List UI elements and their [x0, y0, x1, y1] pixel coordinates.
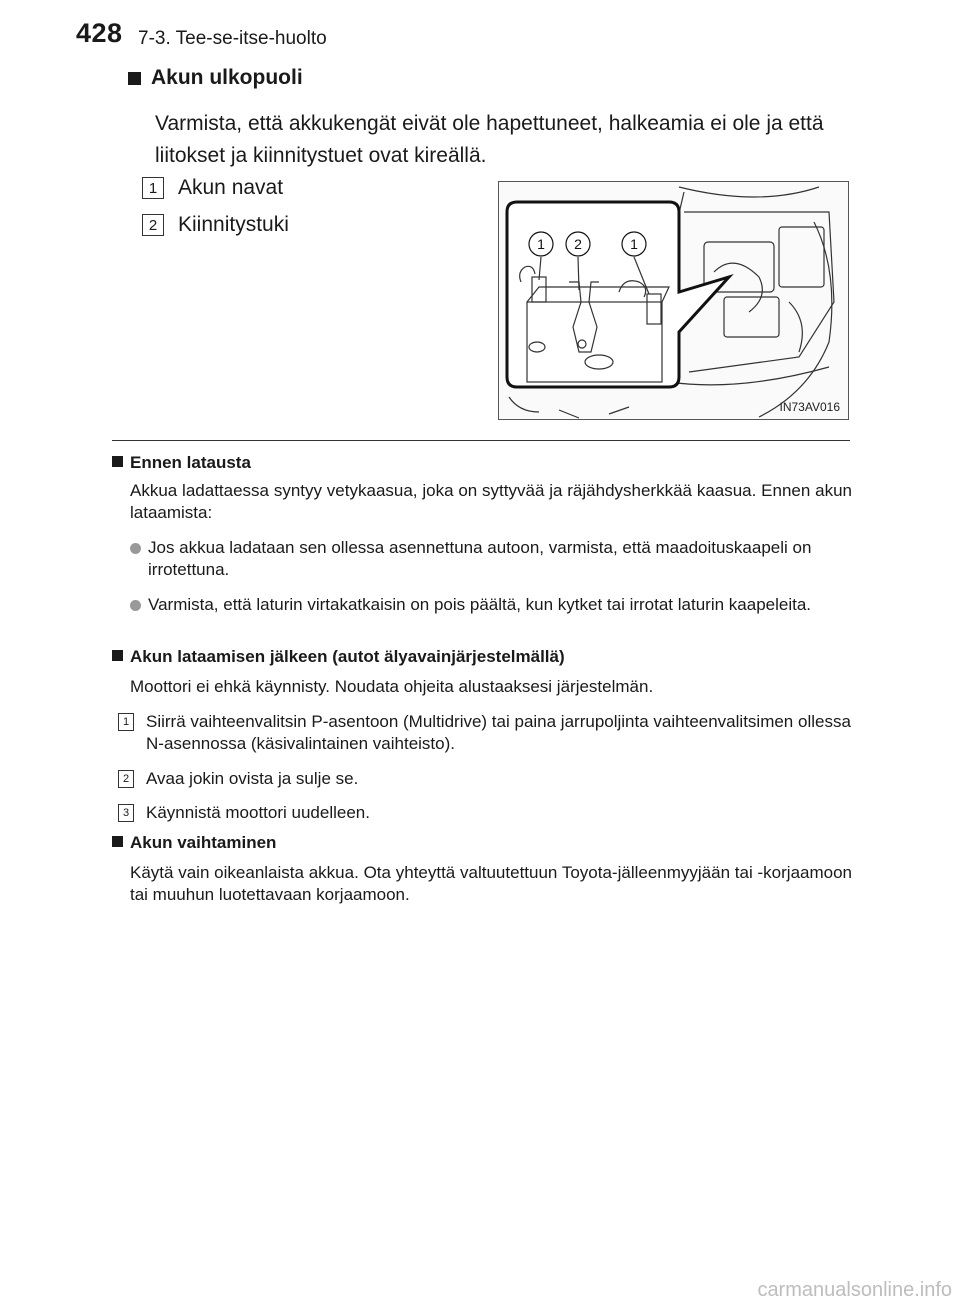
legend-number: 1 — [142, 177, 164, 199]
heading-text: Akun ulkopuoli — [151, 66, 303, 89]
heading-text: Akun vaihtaminen — [130, 833, 277, 852]
after-charging-text: Moottori ei ehkä käynnisty. Noudata ohjeita alustaaksesi järjestelmän. — [130, 677, 654, 696]
list-item — [130, 537, 852, 581]
step-item — [118, 768, 852, 790]
legend-item — [142, 176, 283, 200]
list-item-text: Jos akkua ladataan sen ollessa asennettuna autoon, varmista, että maadoituskaapeli on irrotettuna. — [148, 538, 812, 579]
callout-1-left: 1 — [537, 236, 545, 252]
list-item-text: Varmista, että laturin virtakatkaisin on pois päältä, kun kytket tai irrotat laturin kaapeleita. — [148, 595, 812, 614]
heading-text: Akun lataamisen jälkeen (autot älyavainjärjestelmällä) — [130, 647, 565, 666]
before-charging-text: Akkua ladattaessa syntyy vetykaasua, joka on syttyvää ja räjähdysherkkää kaasua. Ennen akun lataamista: — [130, 481, 852, 522]
step-text: Siirrä vaihteenvalitsin P-asentoon (Multidrive) tai paina jarrupoljinta vaihteenvalitsimen ollessa N-asennossa (käsivalintainen vaihteisto). — [146, 712, 851, 753]
list-item — [130, 594, 852, 616]
battery-exterior-text: Varmista, että akkukengät eivät ole hapettuneet, halkeamia ei ole ja että liitokset ja kiinnitystuet ovat kireällä. — [155, 112, 824, 167]
step-item — [118, 711, 852, 755]
heading-after-charging — [112, 647, 565, 667]
step-text: Avaa jokin ovista ja sulje se. — [146, 769, 359, 788]
bullet-dot-icon — [130, 600, 141, 611]
square-bullet-icon — [128, 72, 141, 85]
page-number: 428 — [76, 18, 123, 48]
step-text: Käynnistä moottori uudelleen. — [146, 803, 370, 822]
engine-bay-drawing — [499, 182, 849, 420]
step-number: 3 — [118, 804, 134, 822]
heading-battery-exterior — [128, 66, 303, 90]
battery-replacement-text: Käytä vain oikeanlaista akkua. Ota yhteyttä valtuutettuun Toyota-jälleenmyyjään tai -korjaamoon tai muuhun luotettavaan korjaamoon. — [130, 863, 852, 904]
heading-battery-replacement — [112, 833, 276, 853]
battery-illustration — [498, 181, 849, 420]
heading-before-charging — [112, 453, 251, 473]
legend-number: 2 — [142, 214, 164, 236]
square-bullet-icon — [112, 456, 123, 467]
divider — [112, 440, 850, 441]
step-number: 1 — [118, 713, 134, 731]
bullet-dot-icon — [130, 543, 141, 554]
callout-2: 2 — [574, 236, 582, 252]
step-item — [118, 802, 852, 824]
figure-code: IN73AV016 — [779, 400, 840, 414]
heading-text: Ennen latausta — [130, 453, 251, 472]
watermark: carmanualsonline.info — [757, 1279, 952, 1301]
legend-label: Kiinnitystuki — [178, 213, 289, 236]
square-bullet-icon — [112, 836, 123, 847]
legend-label: Akun navat — [178, 176, 284, 199]
section-title: 7-3. Tee-se-itse-huolto — [138, 28, 327, 49]
square-bullet-icon — [112, 650, 123, 661]
callout-1-right: 1 — [630, 236, 638, 252]
legend-item — [142, 213, 289, 237]
step-number: 2 — [118, 770, 134, 788]
